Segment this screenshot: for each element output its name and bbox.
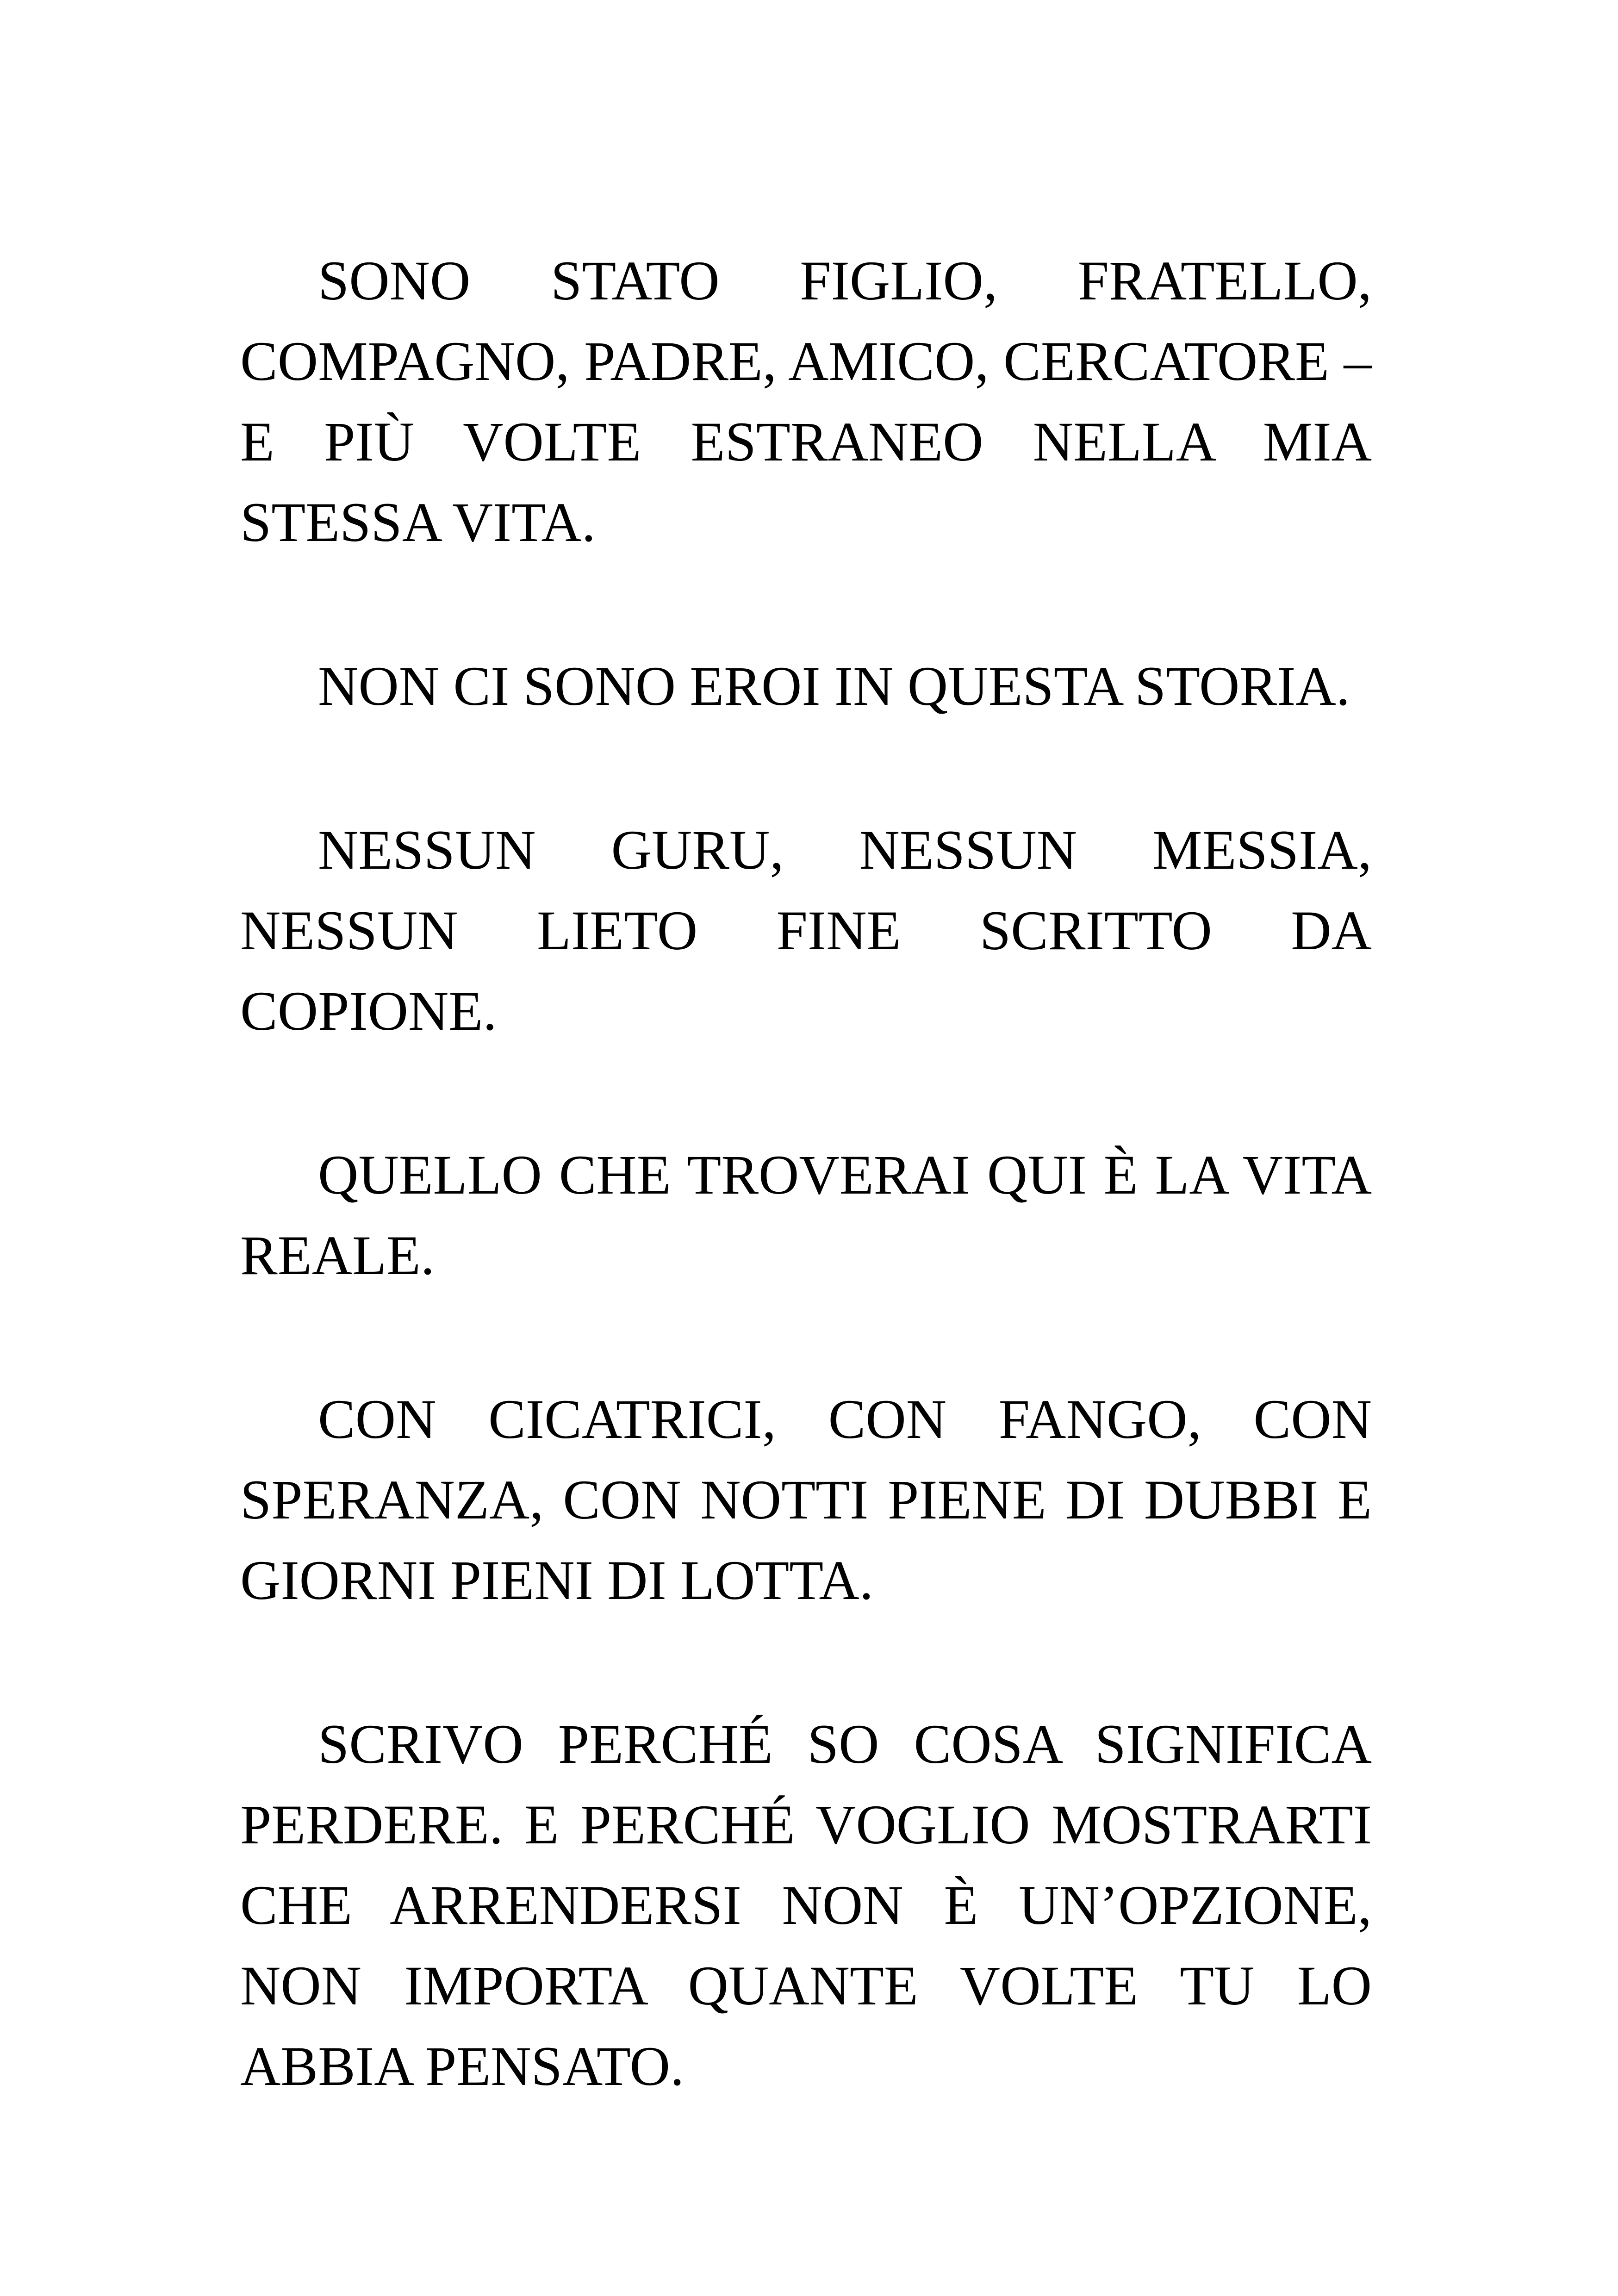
paragraph-2: NON CI SONO EROI IN QUESTA STORIA.	[318, 655, 1350, 717]
paragraph-6: SCRIVO PERCHÉ SO COSA SIGNIFICA PERDERE. E PERCHÉ VOGLIO MOSTRARTI CHE ARRENDERSI NON È UN’OPZIONE, NON IMPORTA QUANTE VOLTE TU LO ABBIA PENSATO.	[240, 1713, 1372, 2097]
body-text	[240, 241, 1372, 2107]
paragraph-5: CON CICATRICI, CON FANGO, CON SPERANZA, CON NOTTI PIENE DI DUBBI E GIORNI PIENI DI LOTTA.	[240, 1388, 1372, 1612]
paragraph-3: NESSUN GURU, NESSUN MESSIA, NESSUN LIETO FINE SCRITTO DA COPIONE.	[240, 819, 1372, 1042]
paragraph-4: QUELLO CHE TROVERAI QUI È LA VITA REALE.	[240, 1144, 1372, 1287]
paragraph-1: SONO STATO FIGLIO, FRATELLO, COMPAGNO, PADRE, AMICO, CERCATORE – E PIÙ VOLTE ESTRANEO NELLA MIA STESSA VITA.	[240, 250, 1372, 554]
